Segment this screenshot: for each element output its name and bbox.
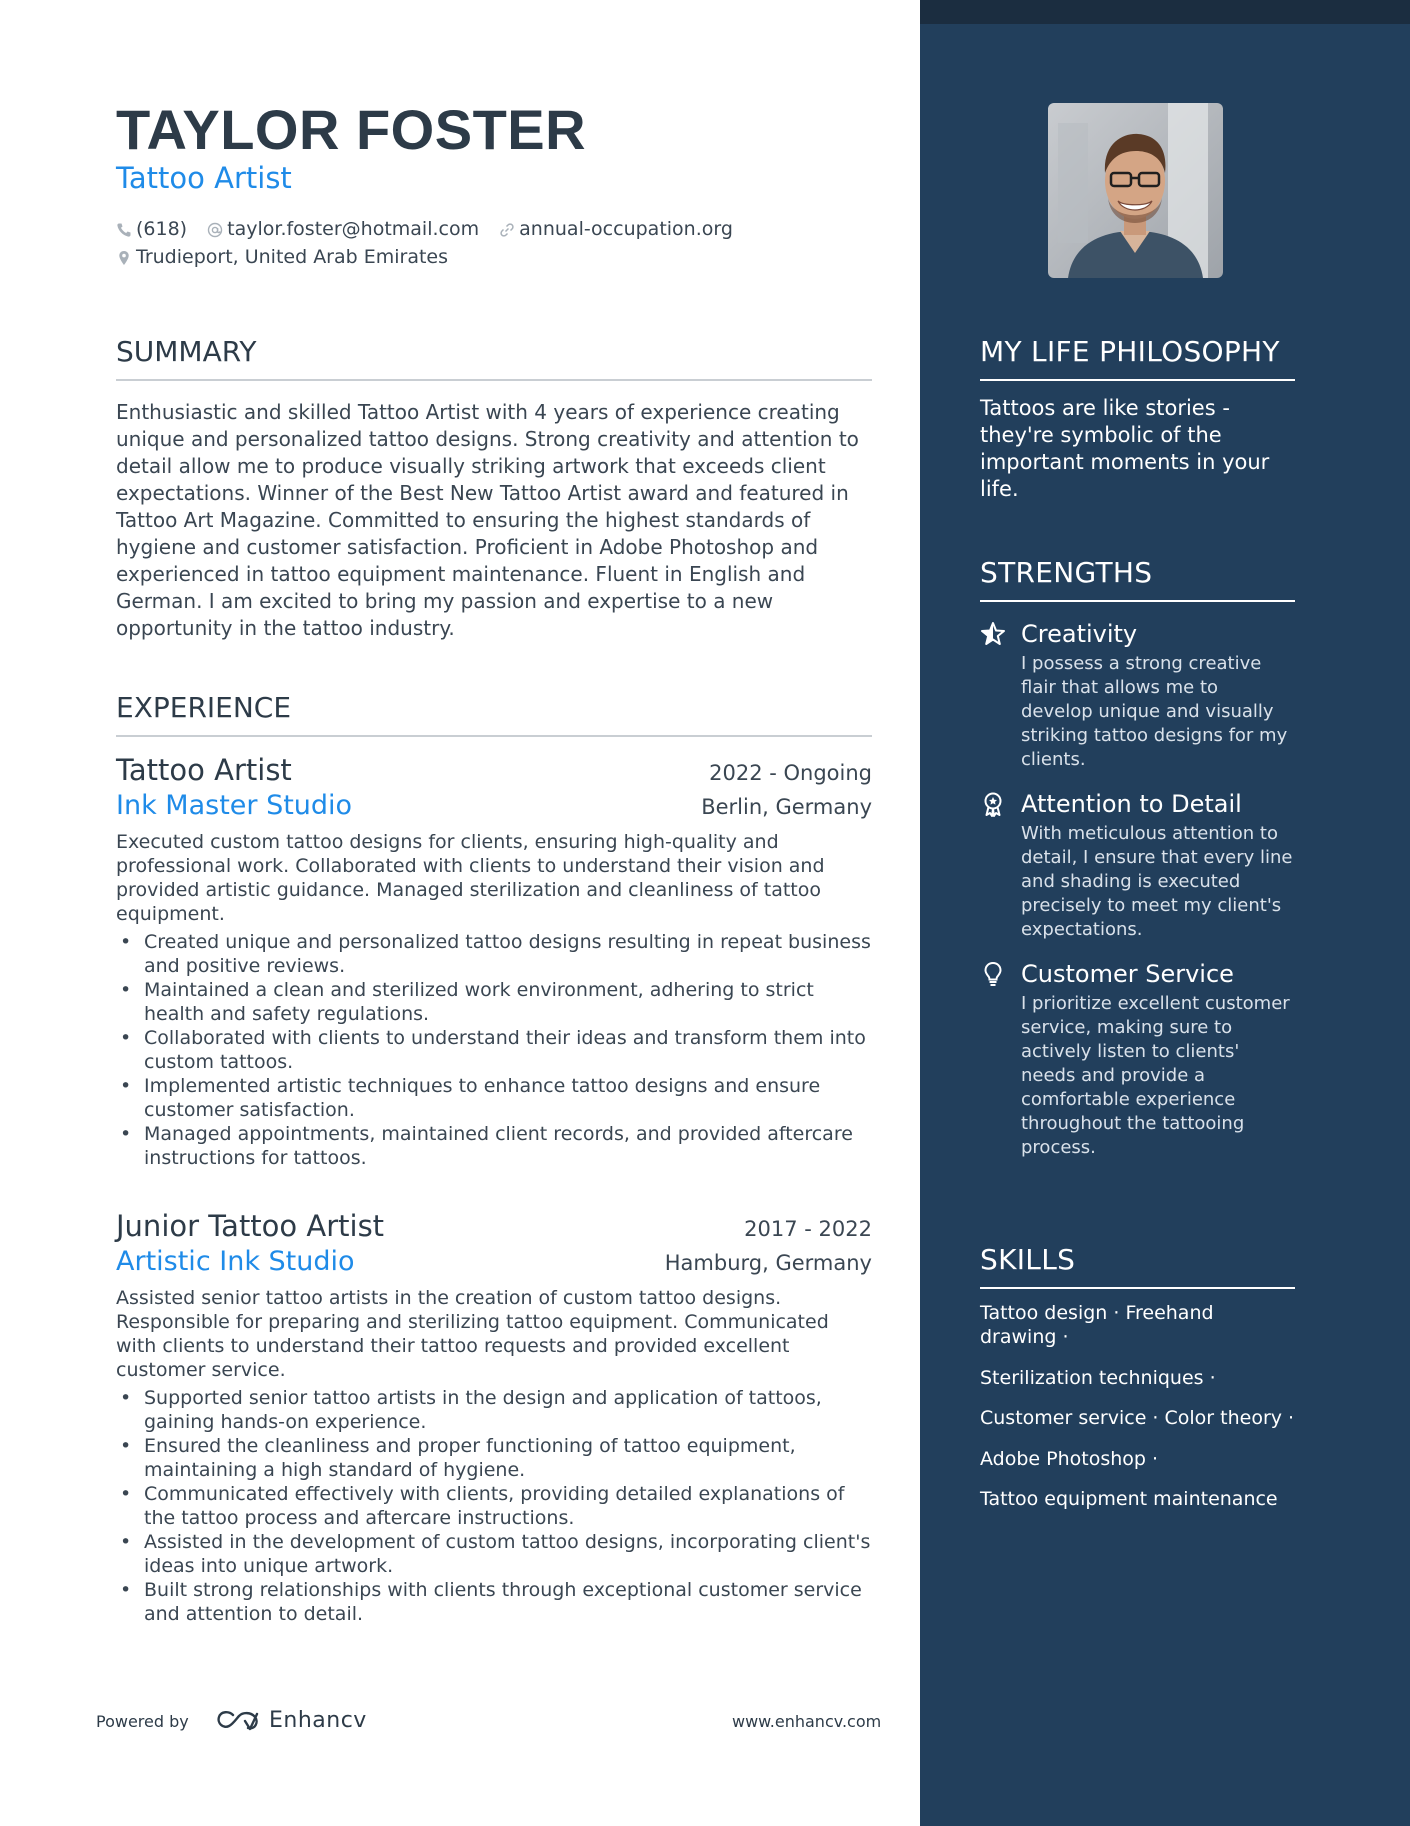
sidebar-top-bar: [920, 0, 1410, 24]
contact-email[interactable]: [207, 217, 479, 241]
award-icon: [980, 791, 1006, 817]
philosophy-text: Tattoos are like stories - they're symbolic of the important moments in your life.: [980, 396, 1270, 501]
contact-phone: [116, 217, 187, 241]
philosophy-section: [980, 335, 1295, 503]
strengths-section: [980, 556, 1295, 1160]
bullet-item: • Implemented artistic techniques to enhance tattoo designs and ensure customer satisfaction.: [116, 1074, 872, 1122]
strength-item: [980, 958, 1295, 1160]
skill-line: Tattoo design · Freehand drawing ·: [980, 1302, 1214, 1348]
job-company: Artistic Ink Studio: [116, 1246, 355, 1277]
job-entry: [116, 1208, 872, 1626]
star-icon: [980, 621, 1006, 647]
strength-title: Attention to Detail: [1021, 790, 1242, 818]
strength-description: I possess a strong creative flair that allows me to develop unique and visually striking tattoo designs for my clients.: [1021, 653, 1288, 770]
website-text: annual-occupation.org: [519, 218, 733, 240]
footer-logo[interactable]: [215, 1708, 367, 1733]
bullet-item: • Built strong relationships with clients through exceptional customer service and attention to detail.: [116, 1578, 872, 1626]
profile-photo: [1048, 103, 1223, 278]
summary-heading: SUMMARY: [116, 335, 872, 381]
strength-item: [980, 788, 1295, 942]
bullet-item: • Collaborated with clients to understand their ideas and transform them into custom tattoos.: [116, 1026, 872, 1074]
footer-url[interactable]: www.enhancv.com: [732, 1712, 882, 1731]
phone-text: (618): [136, 218, 188, 240]
strengths-heading: STRENGTHS: [980, 556, 1295, 602]
philosophy-heading: MY LIFE PHILOSOPHY: [980, 335, 1295, 381]
job-title: Tattoo Artist: [116, 753, 292, 787]
phone-icon: [116, 222, 132, 238]
bullet-item: • Assisted in the development of custom tattoo designs, incorporating client's ideas into unique artwork.: [116, 1530, 872, 1578]
strength-title: Customer Service: [1021, 960, 1234, 988]
bullet-item: • Supported senior tattoo artists in the design and application of tattoos, gaining hands-on experience.: [116, 1386, 872, 1434]
bullet-item: • Maintained a clean and sterilized work environment, adhering to strict health and safety regulations.: [116, 978, 872, 1026]
link-icon: [499, 222, 515, 238]
email-text: taylor.foster@hotmail.com: [227, 218, 480, 240]
map-pin-icon: [116, 250, 132, 266]
summary-text: Enthusiastic and skilled Tattoo Artist with 4 years of experience creating unique and personalized tattoo designs. Strong creativity and attention to detail allow me to produce visually striking artwork that exceeds client expectations. Winner of the Best New Tattoo Artist award and featured in Tattoo Art Magazine. Committed to ensuring the highest standards of hygiene and customer satisfaction. Proficient in Adobe Photoshop and experienced in tattoo equipment maintenance. Fluent in English and German. I am excited to bring my passion and expertise to a new opportunity in the tattoo industry.: [116, 400, 859, 640]
job-bullets: [116, 930, 872, 1170]
job-title: Junior Tattoo Artist: [116, 1209, 385, 1243]
skill-line: Customer service · Color theory ·: [980, 1407, 1295, 1429]
job-dates: 2017 - 2022: [744, 1217, 872, 1241]
experience-heading: EXPERIENCE: [116, 691, 872, 737]
lightbulb-icon: [980, 961, 1006, 987]
skills-section: [980, 1243, 1295, 1528]
job-description: Assisted senior tattoo artists in the creation of custom tattoo designs. Responsible for preparing and sterilizing tattoo equipment. Communicated with clients to understand their tattoo requests and provided excellent customer service.: [116, 1287, 829, 1381]
contact-row-2: [116, 245, 462, 269]
candidate-title: Tattoo Artist: [116, 161, 292, 195]
job-location: Berlin, Germany: [701, 795, 872, 819]
candidate-name: TAYLOR FOSTER: [116, 98, 587, 161]
job-entry: [116, 752, 872, 1170]
strength-item: [980, 618, 1295, 772]
bullet-item: • Created unique and personalized tattoo designs resulting in repeat business and positive reviews.: [116, 930, 872, 978]
job-dates: 2022 - Ongoing: [709, 761, 872, 785]
enhancv-logo-icon: [215, 1709, 261, 1733]
skills-list: [980, 1301, 1295, 1511]
contact-location: [116, 245, 448, 269]
bullet-item: • Ensured the cleanliness and proper functioning of tattoo equipment, maintaining a high standard of hygiene.: [116, 1434, 872, 1482]
strength-title: Creativity: [1021, 620, 1138, 648]
skills-heading: SKILLS: [980, 1243, 1295, 1289]
skill-line: Tattoo equipment maintenance: [980, 1488, 1278, 1510]
skill-line: Adobe Photoshop ·: [980, 1447, 1159, 1470]
location-text: Trudieport, United Arab Emirates: [136, 246, 449, 268]
job-description: Executed custom tattoo designs for clients, ensuring high-quality and professional work. Collaborated with clients to understand their vision and provided artistic guidance. Managed sterilization and cleanliness of tattoo equipment.: [116, 831, 825, 925]
contact-row-1: [116, 217, 747, 241]
sidebar: [920, 0, 1410, 1826]
skill-line: Sterilization techniques ·: [980, 1366, 1216, 1389]
strength-description: With meticulous attention to detail, I ensure that every line and shading is executed precisely to meet my client's expectations.: [1021, 823, 1293, 940]
bullet-item: • Managed appointments, maintained client records, and provided aftercare instructions for tattoos.: [116, 1122, 872, 1170]
at-sign-icon: [207, 222, 223, 238]
job-bullets: [116, 1386, 872, 1626]
bullet-item: • Communicated effectively with clients, providing detailed explanations of the tattoo process and aftercare instructions.: [116, 1482, 872, 1530]
footer-powered-by: Powered by: [96, 1712, 189, 1731]
job-location: Hamburg, Germany: [664, 1251, 872, 1275]
contact-website[interactable]: [499, 217, 733, 241]
strength-description: I prioritize excellent customer service, making sure to actively listen to clients' needs and provide a comfortable experience throughout the tattooing process.: [1021, 993, 1290, 1158]
footer-brand: Enhancv: [269, 1708, 367, 1733]
job-company: Ink Master Studio: [116, 790, 353, 821]
